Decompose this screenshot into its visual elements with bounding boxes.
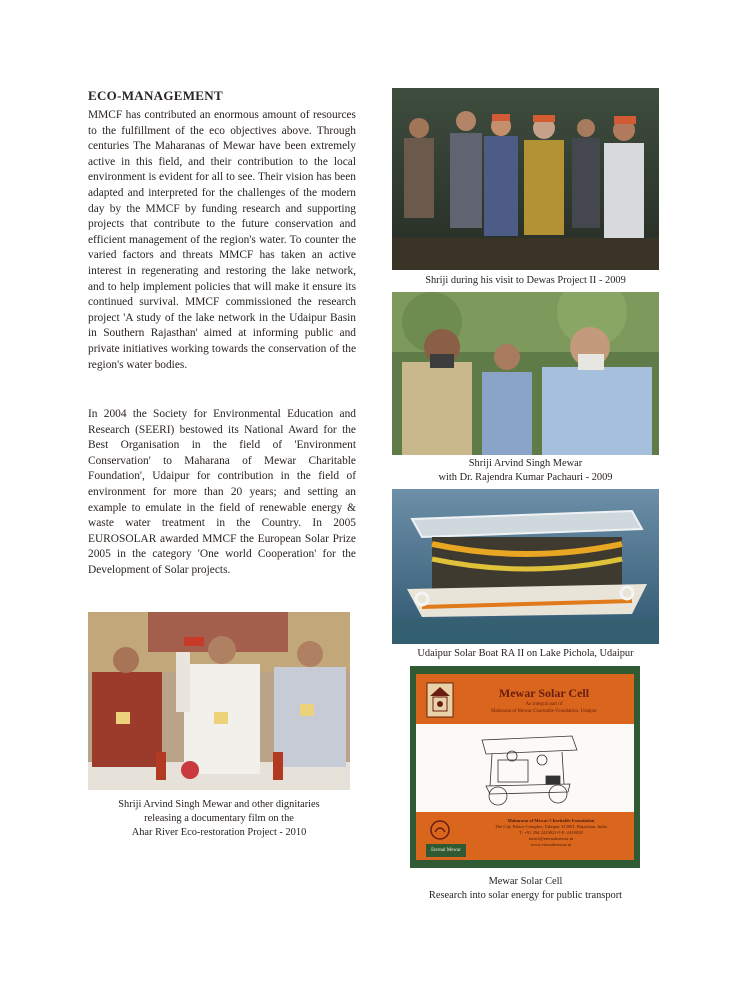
body-paragraph-2: In 2004 the Society for Environmental Education and Research (SEERI) bestowed its National Award for the Best Organisation in the field of 'Environment Conservation' to Maharana of Mewar Charitable Foundation', Udaipur for contribution in the field of environment for more than 20 years; and setting an example to emulate in the field of renewable energy & waste water treatment in the Country. In 2005 EUROSOLAR awarded MMCF the European Solar Prize 2005 in the category 'One world Cooperation' for the Development of Solar projects. — [88, 408, 356, 576]
caption-documentary — [88, 798, 350, 840]
brochure-cover — [416, 674, 634, 860]
caption-pachauri-line1: Shriji Arvind Singh Mewar — [468, 458, 583, 469]
brochure-footer — [476, 818, 626, 848]
solar-cell-brochure — [410, 666, 640, 868]
photo-dewas-visit — [392, 88, 659, 270]
caption-solar-cell-line1: Mewar Solar Cell — [488, 876, 563, 887]
brochure-footer-web: www.eternalmewar.in — [530, 842, 572, 847]
brochure-header — [464, 686, 624, 715]
photo-solar-boat — [392, 489, 659, 644]
brochure-footer-phone: T: +91 294 2419021-9 F: 2419020 — [519, 830, 583, 835]
brochure-illustration-panel — [416, 724, 634, 812]
caption-solar-boat-text: Udaipur Solar Boat RA II on Lake Pichola, Udaipur — [417, 648, 634, 659]
caption-pachauri-line2: with Dr. Rajendra Kumar Pachauri - 2009 — [438, 472, 613, 483]
brochure-footer-address: The City Palace Complex, Udaipur 313001, Rajasthan, India — [495, 824, 607, 829]
photo-pachauri — [392, 292, 659, 455]
brochure-footer-email: mmcf@eternalmewar.in — [528, 836, 574, 841]
brochure-subtitle-1: An integral part of — [525, 702, 563, 707]
caption-documentary-line2: releasing a documentary film on the — [144, 813, 294, 824]
solar-rickshaw-sketch-icon — [472, 728, 582, 808]
caption-dewas-text: Shriji during his visit to Dewas Project II - 2009 — [425, 275, 626, 286]
caption-dewas — [392, 274, 659, 288]
caption-solar-boat — [392, 647, 659, 661]
brochure-footer-org: Maharana of Mewar Charitable Foundation — [507, 818, 595, 823]
caption-pachauri — [392, 457, 659, 485]
caption-documentary-line1: Shriji Arvind Singh Mewar and other dignitaries — [118, 799, 320, 810]
brochure-subtitle-2: Maharana of Mewar Charitable Foundation, Udaipur — [491, 709, 597, 714]
mewar-emblem-icon — [426, 682, 454, 718]
caption-solar-cell-line2: Research into solar energy for public transport — [428, 890, 623, 901]
section-heading: ECO-MANAGEMENT — [88, 88, 223, 103]
foundation-logo-icon — [430, 820, 450, 840]
eternal-mewar-badge: Eternal Mewar — [426, 844, 466, 857]
caption-documentary-line3: Ahar River Eco-restoration Project - 2010 — [131, 827, 307, 838]
photo-documentary-release — [88, 612, 350, 790]
body-paragraph-1: MMCF has contributed an enormous amount of resources to the fulfillment of the eco objectives above. Through centuries The Maharanas of Mewar have been extremely active in this field, and their contribution to the local environment is evident for all to see. Their vision has been adapted and interpreted for the challenges of the modern day by the MMCF by funding research and supporting projects that contribute to the future conservation and efficient management of the region's water. To counter the varied factors and threats MMCF has taken an active interest in regenerating and restoring the lake network, and to help implement policies that will make it ensure its continued survival. MMCF commissioned the research project 'A study of the lake network in the Udaipur Basin in Southern Rajasthan' aimed at informing public and private initiatives working towards the conservation of the region's water bodies. — [88, 109, 356, 371]
caption-solar-cell — [392, 875, 659, 903]
brochure-title: Mewar Solar Cell — [498, 686, 590, 700]
